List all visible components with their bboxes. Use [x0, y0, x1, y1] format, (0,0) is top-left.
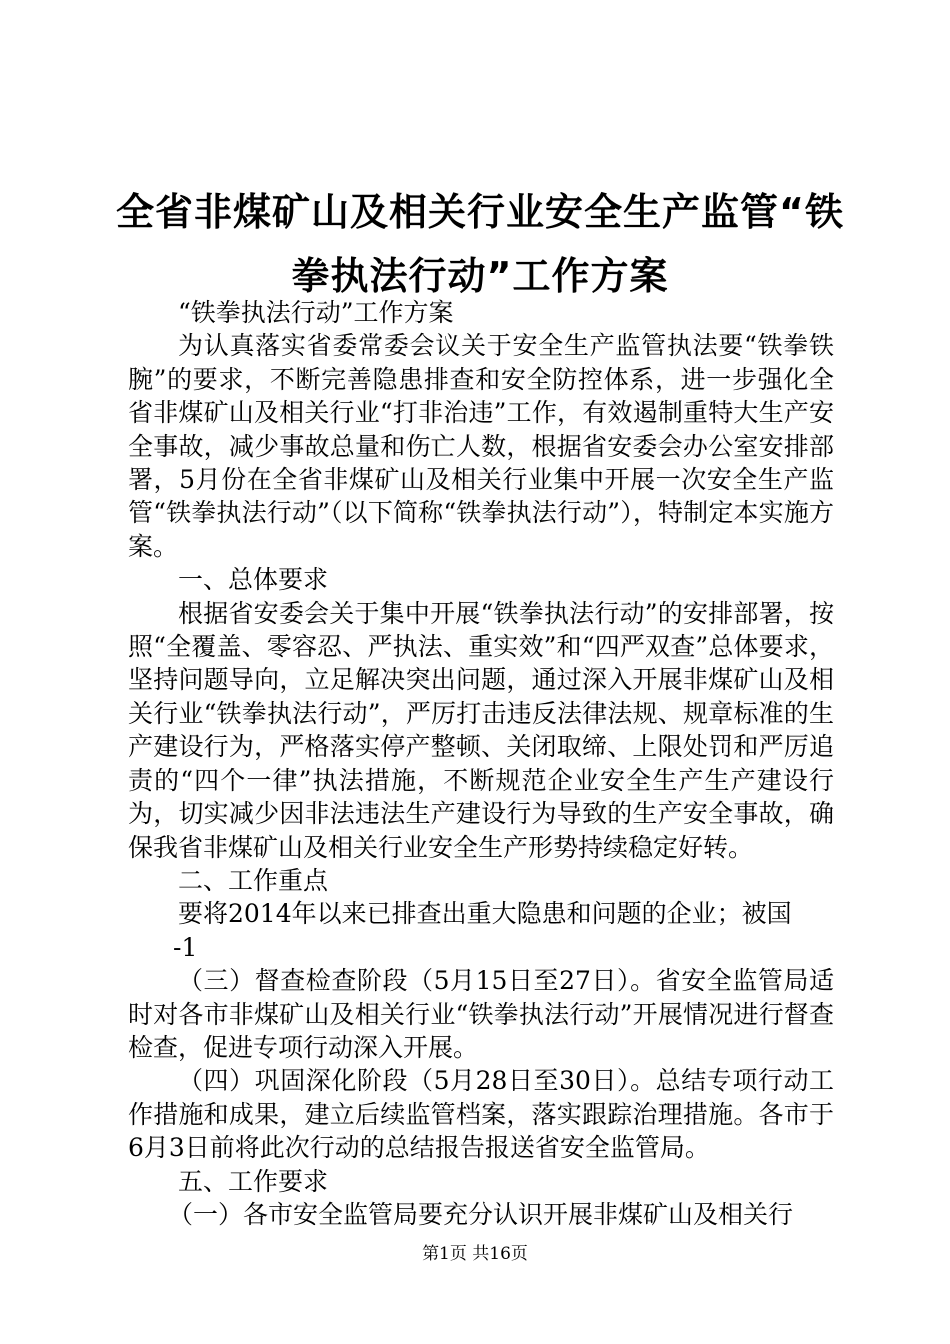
page-footer: 第1页 共16页 [422, 1244, 528, 1264]
paragraph-intro: 为认真落实省委常委会议关于安全生产监管执法要“铁拳铁腕”的要求，不断完善隐患排查和安全防控体系，进一步强化全省非煤矿山及相关行业“打非治违”工作，有效遏制重特大生产安全事故，减少事故总量和伤亡人数，根据省安委会办公室安排部署，5月份在全省非煤矿山及相关行业集中开展一次安全生产监管“铁拳执法行动”（以下简称“铁拳执法行动”），特制定本实施方案。 [128, 331, 834, 561]
section-heading-work-requirements: 五、工作要求 [178, 1166, 329, 1196]
paragraph-inspection-stage: （三）督查检查阶段（5月15日至27日）。省安全监管局适时对各市非煤矿山及相关行业“铁拳执法行动”开展情况进行督查检查，促进专项行动深入开展。 [128, 966, 834, 1062]
paragraph-work-focus: 要将2014年以来已排查出重大隐患和问题的企业；被国 [178, 899, 792, 929]
document-body [128, 296, 834, 1231]
paragraph-general-requirements: 根据省安委会关于集中开展“铁拳执法行动”的安排部署，按照“全覆盖、零容忍、严执法、重实效”和“四严双查”总体要求，坚持问题导向，立足解决突出问题，通过深入开展非煤矿山及相关行业“铁拳执法行动”，严厉打击违反法律法规、规章标准的生产建设行为，严格落实停产整顿、关闭取缔、上限处罚和严厉追责的“四个一律”执法措施，不断规范企业安全生产生产建设行为，切实减少因非法违法生产建设行为导致的生产安全事故，确保我省非煤矿山及相关行业安全生产形势持续稳定好转。 [128, 598, 834, 862]
section-heading-work-focus: 二、工作重点 [178, 865, 329, 895]
document-title: 全省非煤矿山及相关行业安全生产监管“铁拳执法行动”工作方案 [116, 190, 844, 298]
paragraph-work-requirements-1: （一）各市安全监管局要充分认识开展非煤矿山及相关行 [168, 1199, 794, 1229]
page-break-marker: -1 [173, 932, 198, 962]
paragraph-consolidation-stage: （四）巩固深化阶段（5月28日至30日）。总结专项行动工作措施和成果，建立后续监管档案，落实跟踪治理措施。各市于6月3日前将此次行动的总结报告报送省安全监管局。 [128, 1066, 834, 1163]
paragraph-subtitle: “铁拳执法行动”工作方案 [178, 298, 454, 327]
section-heading-general-requirements: 一、总体要求 [178, 565, 329, 595]
